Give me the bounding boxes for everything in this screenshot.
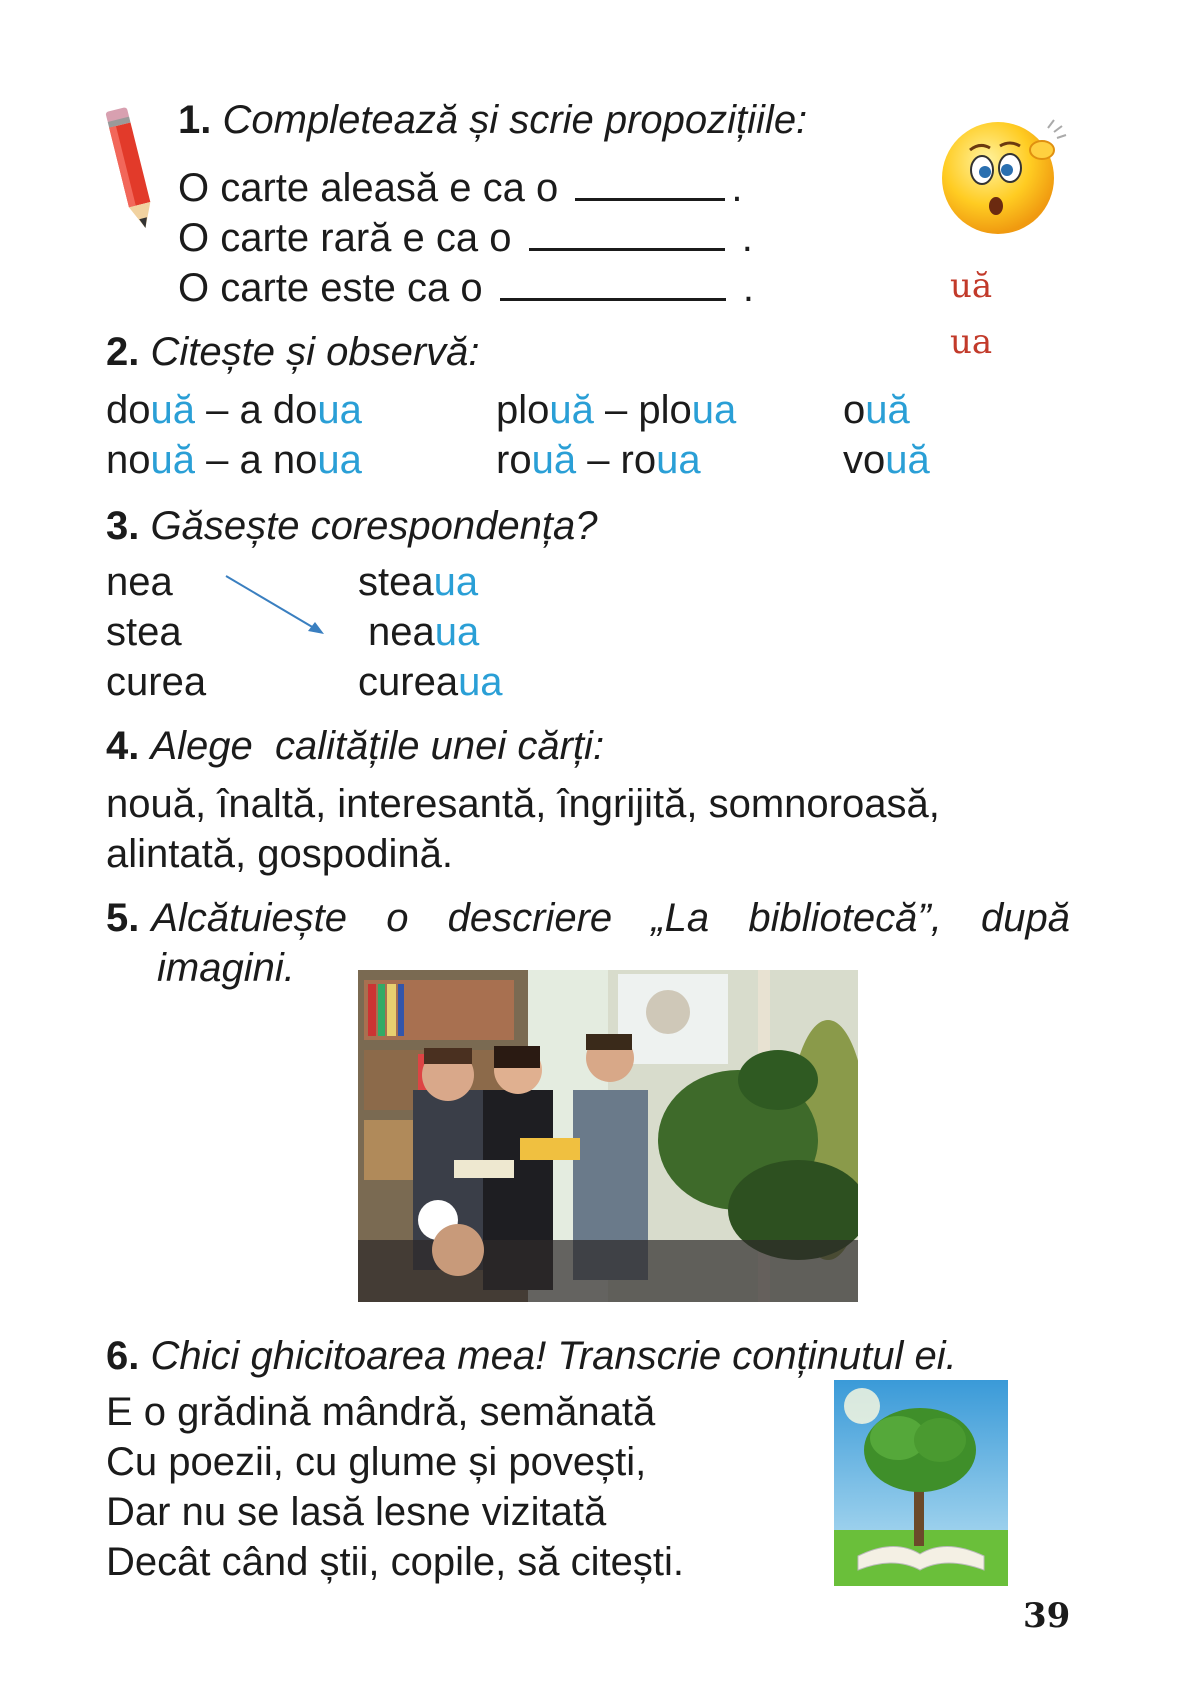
word-ending: uă [885, 438, 930, 482]
left-word: stea [106, 610, 182, 654]
library-photo [358, 970, 858, 1302]
sentence-end: . [741, 216, 753, 260]
exercise-2-heading [106, 330, 480, 375]
word-ending: ua [691, 388, 737, 432]
word-ending: ua [458, 660, 503, 704]
exercise-number: 3. [106, 504, 140, 548]
word-stem: plo [496, 388, 550, 432]
word-stem: curea [358, 660, 459, 704]
word-pair-noua [106, 438, 362, 483]
exercise-3-heading [106, 504, 597, 549]
exercise-instruction: Citește și observă: [150, 330, 480, 374]
exercise-instruction: Chici ghicitoarea mea! Transcrie conținutul ei. [150, 1334, 957, 1378]
word-pair-doua [106, 388, 362, 433]
exercise-number: 1. [178, 98, 212, 142]
word-oua [843, 388, 910, 433]
exercise-number: 2. [106, 330, 140, 374]
word-stem: no [106, 438, 151, 482]
sentence-line-2 [178, 216, 753, 261]
left-word: curea [106, 660, 207, 704]
answer-blank[interactable] [500, 268, 726, 301]
right-word [358, 660, 503, 705]
word-stem: ro [496, 438, 532, 482]
right-word [368, 610, 479, 655]
word-ending: ua [434, 610, 480, 654]
qualities-line-2: alintată, gospodină. [106, 832, 453, 876]
word-stem: – plo [593, 388, 692, 432]
exercise-instruction: Alcătuiește o descriere „La bibliotecă”, după [151, 896, 1070, 940]
word-stem: nea [368, 610, 435, 654]
exercise-4-heading [106, 724, 604, 769]
exercise-instruction: imagini. [157, 946, 295, 990]
exercise-instruction: Completează și scrie propozițiile: [222, 98, 808, 142]
tree-book-image [834, 1380, 1008, 1586]
answer-blank[interactable] [529, 218, 725, 251]
word-ending: ua [317, 438, 362, 482]
word-stem: – ro [576, 438, 657, 482]
sentence-text: O carte este ca o [178, 266, 483, 310]
hint-ua: ua [950, 322, 993, 362]
exercise-instruction: Alege calitățile unei cărți: [150, 724, 605, 768]
sentence-end: . [731, 166, 743, 210]
word-ending: ua [317, 388, 362, 432]
word-stem: do [106, 388, 151, 432]
exercise-5-continuation [157, 946, 295, 991]
riddle-line: E o grădină mândră, semănată [106, 1390, 656, 1434]
sentence-text: O carte aleasă e ca o [178, 166, 559, 210]
word-ending: ua [433, 560, 479, 604]
right-word [358, 560, 478, 605]
word-ending: uă [865, 388, 910, 432]
pencil-icon [100, 100, 160, 240]
word-stem: o [843, 388, 866, 432]
word-ending: ua [656, 438, 701, 482]
page-number: 39 [1023, 1596, 1071, 1636]
riddle-line: Dar nu se lasă lesne vizitată [106, 1490, 607, 1534]
exercise-6-heading [106, 1334, 957, 1379]
hint-ua-breve: uă [950, 266, 993, 306]
word-stem: vo [843, 438, 886, 482]
riddle-line: Decât când știi, copile, să citești. [106, 1540, 685, 1584]
word-pair-roua [496, 438, 701, 483]
exercise-instruction: Găsește corespondența? [150, 504, 598, 548]
sentence-line-3 [178, 266, 754, 311]
exercise-1-heading [178, 98, 807, 143]
sentence-end: . [742, 266, 754, 310]
word-voua [843, 438, 930, 483]
match-arrow[interactable] [220, 570, 330, 640]
word-stem: stea [358, 560, 434, 604]
exercise-number: 6. [106, 1334, 140, 1378]
exercise-5-heading [106, 896, 1070, 941]
word-ending: uă [150, 388, 195, 432]
sentence-text: O carte rară e ca o [178, 216, 512, 260]
qualities-line-1: nouă, înaltă, interesantă, îngrijită, somnoroasă, [106, 782, 940, 826]
left-word: nea [106, 560, 173, 604]
word-stem: – a no [195, 438, 318, 482]
word-ending: uă [549, 388, 594, 432]
exercise-number: 4. [106, 724, 140, 768]
exercise-number: 5. [106, 896, 140, 940]
word-pair-ploua [496, 388, 736, 433]
sentence-line-1 [178, 166, 742, 211]
thinking-emoji-icon [936, 110, 1076, 240]
riddle-line: Cu poezii, cu glume și povești, [106, 1440, 647, 1484]
word-ending: uă [150, 438, 195, 482]
word-stem: – a do [195, 388, 318, 432]
word-ending: uă [531, 438, 577, 482]
answer-blank[interactable] [575, 168, 725, 201]
